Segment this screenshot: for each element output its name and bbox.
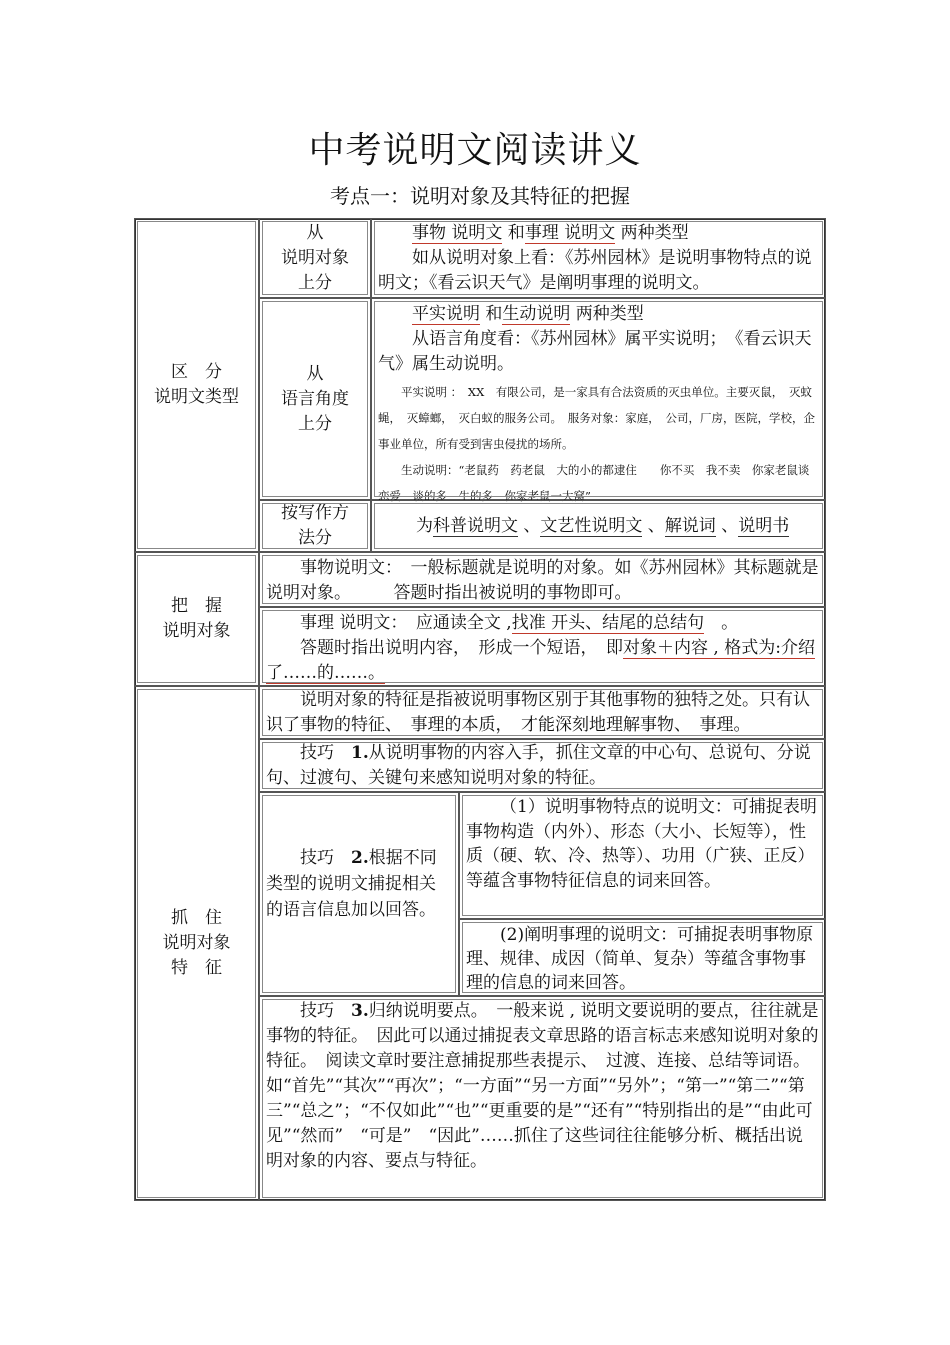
page-subtitle: 考点一：说明对象及其特征的把握: [330, 184, 630, 208]
type-popular-science: 科普说明文: [433, 516, 518, 536]
section1-label-line2: 说明文类型: [154, 387, 239, 407]
row3-sep1: 、: [518, 516, 541, 536]
tip2-label: 技巧: [300, 848, 351, 868]
section1-label-line1: 区 分: [171, 362, 222, 382]
section2-row2-lead: 事理 说明文： 应通读全文 ,: [300, 613, 512, 633]
section2-row2-end: 。: [704, 613, 739, 633]
row1-heading: [378, 221, 819, 246]
section1-row1-content: [371, 218, 826, 298]
row1-heading-tail: 两种类型: [615, 223, 689, 243]
section2-row2-template: 介绍了……的……。: [266, 638, 815, 683]
page-title: 中考说明文阅读讲义: [308, 130, 642, 171]
section3-label-line2: 说明对象: [162, 933, 231, 953]
tip1-number: 1.: [351, 743, 369, 763]
tip3-label: 技巧: [300, 1001, 351, 1021]
section2-label: [134, 552, 259, 686]
row2-heading-and: 和: [480, 304, 503, 324]
section1-row3-content: [371, 500, 826, 552]
tip2-body: 根据不同类型的说明文捕捉相关的语言信息加以回答。: [266, 848, 437, 920]
type-literary: 文艺性说明文: [540, 516, 643, 536]
tip3-text: 归纳说明要点。 一般来说 , 说明文要说明的要点，往往就是事物的特征。 因此可以通过捕捉表文章思路的语言标志来感知说明对象的特征。 阅读文章时要注意捕捉那些表提示、 过渡、连接、总结等词语。如“首先”“其次”“再次”；“一方面”“另一方面”“另外”；“第一”“第二”“第三”“总之”；“不仅如此”“也”“更重要的是”“还有”“特别指出的是”“由此可见”“然而” “可是” “因此”……抓住了这些词往往能够分析、概括出说明对象的内容、要点与特征。: [266, 1001, 819, 1171]
section1-row2-label: [259, 298, 371, 500]
row1-heading-and: 和: [502, 223, 525, 243]
tip2-text: [266, 845, 452, 923]
row2-example-plain: 平实说明 ： XX 有限公司，是一家具有合法资质的灭虫单位。主要灭鼠， 灭蚊蝇， 灭蟑螂， 灭白蚁的服务公司。 服务对象：家庭， 公司，厂房，医院，学校，企事业单位，所有受到害虫侵扰的场所。: [378, 385, 815, 451]
section2-label-line2: 说明对象: [162, 621, 231, 641]
section2-row2-answer: 答题时指出说明内容， 形成一个短语， 即: [300, 638, 623, 658]
section1-row1-label: [259, 218, 371, 298]
section3-tip3: [259, 996, 826, 1201]
term-plain-explanation: 平实说明: [412, 304, 480, 324]
section3-intro: 说明对象的特征是指被说明事物区别于其他事物的独特之处。只有认识了事物的特征、 事理的本质， 才能深刻地理解事物、 事理。: [259, 686, 826, 739]
section3-tip2: [259, 792, 459, 996]
section2-row1: 事物说明文： 一般标题就是说明的对象。如《苏州园林》其标题就是说明对象。 答题时指出被说明的事物即可。: [259, 552, 826, 607]
section2-row2-key: 找准 开头、结尾的总结句: [511, 613, 705, 633]
section3-label-line3: 特 征: [171, 958, 222, 978]
row3-prefix: 为: [416, 516, 433, 536]
row3-label-line2: 法分: [298, 528, 332, 548]
tip1-text: 从说明事物的内容入手，抓住文章的中心句、总说句、分说句、过渡句、关键句来感知说明对象的特征。: [266, 743, 811, 788]
row1-body: 如从说明对象上看：《苏州园林》是说明事物特点的说明文；《看云识天气》是阐明事理的说明文。: [378, 248, 812, 293]
tip3-number: 3.: [351, 1001, 369, 1021]
row2-label-line3: 上分: [298, 413, 332, 434]
row1-label-line2: 说明对象: [281, 247, 349, 268]
row2-heading-tail: 两种类型: [570, 304, 644, 324]
row1-label-line1: 从: [306, 222, 324, 243]
tip2-number: 2.: [351, 848, 369, 868]
section3-tip2-sub2: (2)阐明事理的说明文：可捕捉表明事物原理、规律、成因（简单、复杂）等蕴含事物事理的信息的词来回答。: [459, 919, 826, 996]
section3-tip1: [259, 739, 826, 792]
row2-label-line2: 语言角度: [281, 388, 349, 409]
section2-row2-line2: [266, 636, 819, 686]
row3-sep3: 、: [715, 516, 739, 536]
section3-tip2-sub1: （1）说明事物特点的说明文：可捕捉表明事物构造（内外）、形态（大小、长短等），性质（硬、软、冷、热等）、功用（广狭、正反）等蕴含事物特征信息的词来回答。: [459, 792, 826, 919]
section2-row2: [259, 607, 826, 686]
type-manual: 说明书: [738, 516, 790, 536]
section2-label-line1: 把 握: [171, 596, 222, 616]
row3-sep2: 、: [642, 516, 665, 536]
section1-row3-label: [259, 500, 371, 552]
row2-label-line1: 从: [306, 363, 324, 384]
term-thing-expository: 事物 说明文: [412, 223, 503, 243]
section1-row2-content: [371, 298, 826, 503]
section2-row2-line1: [266, 611, 819, 636]
term-vivid-explanation: 生动说明: [502, 304, 571, 324]
section1-label: [134, 218, 259, 552]
row2-example-vivid: 生动说明：“老鼠药 药老鼠 大的小的都逮住 你不买 我不卖 你家老鼠谈恋爱 谈的多 生的多 你家老鼠一大窝”: [378, 463, 810, 503]
row2-heading: [378, 302, 819, 327]
section3-label: [134, 686, 259, 1201]
term-principle-expository: 事理 说明文: [524, 223, 616, 243]
section3-label-line1: 抓 住: [171, 908, 222, 928]
type-commentary: 解说词: [664, 516, 716, 536]
row1-label-line3: 上分: [298, 272, 332, 293]
row3-label-line1: 按写作方: [281, 503, 349, 523]
section2-row2-format: 对象＋内容 , 格式为:: [623, 638, 781, 658]
row2-body: 从语言角度看：《苏州园林》属平实说明； 《看云识天气》属生动说明。: [378, 329, 812, 374]
tip1-label: 技巧: [300, 743, 351, 763]
